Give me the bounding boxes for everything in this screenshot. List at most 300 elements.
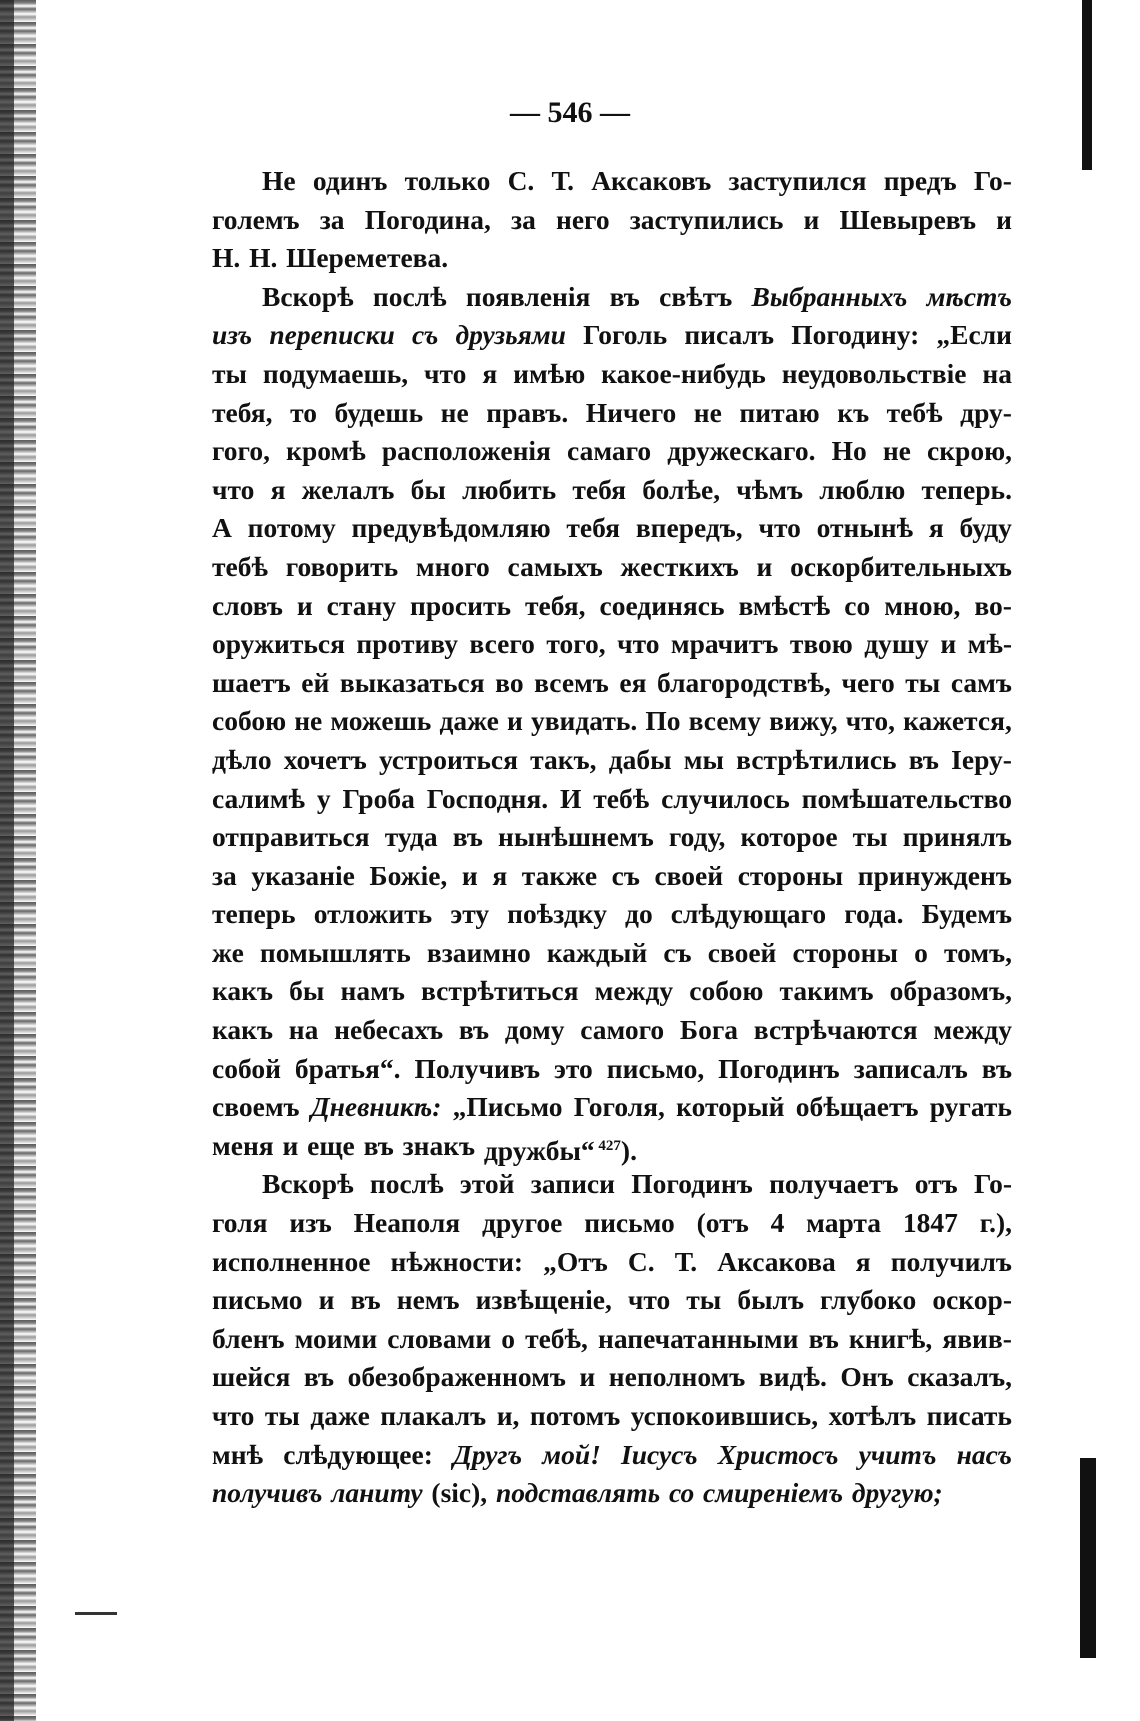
word: къ bbox=[837, 396, 870, 428]
word: голя bbox=[212, 1207, 268, 1239]
word: напечатанными bbox=[598, 1322, 799, 1354]
word: оскор- bbox=[932, 1284, 1012, 1316]
word: буду bbox=[959, 512, 1012, 544]
word: стороны bbox=[792, 936, 898, 968]
word: Гоголь bbox=[583, 319, 668, 351]
word: нѣжности: bbox=[390, 1245, 524, 1277]
word: такъ, bbox=[530, 743, 597, 775]
word: и bbox=[296, 589, 313, 621]
word: и bbox=[756, 550, 773, 582]
word: говорить bbox=[285, 550, 399, 582]
word: въ bbox=[609, 280, 640, 312]
word: писалъ bbox=[684, 319, 775, 351]
word: Бога bbox=[679, 1014, 739, 1046]
word: питаю bbox=[739, 396, 820, 428]
word: тебѣ, bbox=[525, 1322, 588, 1354]
text-line bbox=[212, 1204, 1012, 1243]
word: которое bbox=[740, 821, 838, 853]
paragraph bbox=[212, 162, 1012, 278]
word: дружбы“ $^{427}$). bbox=[483, 1135, 637, 1166]
word: правъ. bbox=[486, 396, 569, 428]
word: него bbox=[555, 203, 610, 235]
word: Ничего bbox=[585, 396, 677, 428]
word: братья“. bbox=[294, 1052, 401, 1084]
word: големъ bbox=[212, 203, 300, 235]
word: я bbox=[492, 859, 508, 891]
word: письмо, bbox=[606, 1052, 705, 1084]
text-line bbox=[212, 394, 1012, 433]
word: Выбранныхъ bbox=[751, 280, 908, 312]
word: Шереметева. bbox=[286, 242, 449, 274]
word: тебя, bbox=[524, 589, 586, 621]
word: за bbox=[511, 203, 536, 235]
word: между bbox=[933, 1014, 1012, 1046]
scan-binding-shadow bbox=[0, 0, 14, 1721]
word: взаимно bbox=[426, 936, 531, 968]
word: нынѣшнемъ bbox=[498, 821, 654, 853]
word: ея bbox=[619, 666, 647, 698]
word: образомъ, bbox=[889, 975, 1012, 1007]
word: ты bbox=[264, 1400, 300, 1431]
word: Т. bbox=[551, 165, 574, 196]
word: чѣмъ bbox=[736, 473, 804, 505]
word: и bbox=[506, 705, 523, 737]
word: въ bbox=[458, 1014, 490, 1046]
word: теперь bbox=[212, 898, 296, 930]
word: и bbox=[579, 1361, 596, 1393]
word: записи bbox=[530, 1168, 615, 1200]
word: послѣ bbox=[372, 280, 447, 312]
word: какое-нибудь bbox=[601, 357, 766, 389]
word: всего bbox=[469, 628, 535, 660]
word: ты bbox=[686, 1284, 722, 1316]
word: друзьями bbox=[455, 319, 566, 351]
word: своей bbox=[654, 859, 724, 891]
word: потомъ bbox=[529, 1400, 621, 1431]
word: я bbox=[482, 357, 498, 389]
word: тебя bbox=[572, 473, 627, 505]
text-line bbox=[212, 818, 1012, 857]
page-number: — 546 — bbox=[510, 96, 630, 129]
text-line bbox=[212, 934, 1012, 973]
word: „Если bbox=[936, 319, 1012, 351]
word: дружескаго. bbox=[667, 435, 816, 467]
word: много bbox=[415, 550, 490, 582]
word: даже bbox=[310, 1400, 370, 1431]
word: Но bbox=[831, 435, 867, 467]
word: тебѣ bbox=[212, 550, 268, 582]
word: этой bbox=[459, 1168, 515, 1200]
word: встрѣтиться bbox=[420, 975, 579, 1007]
word: указаніе bbox=[251, 859, 355, 891]
word: хочетъ bbox=[283, 743, 367, 775]
text-line bbox=[212, 316, 1012, 355]
word: писать bbox=[926, 1400, 1012, 1431]
text-line bbox=[212, 471, 1012, 510]
word: также bbox=[521, 859, 598, 891]
word: жесткихъ bbox=[620, 550, 739, 582]
word: противу bbox=[356, 628, 458, 660]
word: скрою, bbox=[927, 435, 1012, 467]
word: Іисусъ bbox=[621, 1438, 698, 1470]
word: отъ bbox=[914, 1168, 958, 1200]
word: получивъ bbox=[212, 1477, 323, 1509]
text-line bbox=[212, 1281, 1012, 1320]
word: вижу, bbox=[769, 705, 838, 737]
word: слѣдующее: bbox=[283, 1438, 433, 1470]
word: свѣтъ bbox=[659, 280, 733, 312]
word: г.), bbox=[979, 1207, 1012, 1239]
word: заступились bbox=[629, 203, 784, 235]
text-line bbox=[212, 162, 1012, 201]
word: послѣ bbox=[369, 1168, 444, 1200]
text-line bbox=[212, 278, 1012, 317]
word: такимъ bbox=[779, 975, 874, 1007]
word: моими bbox=[294, 1322, 378, 1354]
word: переписки bbox=[269, 319, 395, 351]
word: Го- bbox=[974, 1168, 1012, 1200]
word: стороны bbox=[737, 859, 844, 891]
word: Онъ bbox=[840, 1361, 894, 1393]
word: собою bbox=[212, 705, 287, 737]
word: года. bbox=[844, 898, 904, 930]
word: ей bbox=[301, 666, 330, 698]
word: неудовольствіе bbox=[781, 357, 967, 389]
word: стану bbox=[326, 589, 397, 621]
word: будешь bbox=[334, 396, 424, 428]
word: марта bbox=[806, 1207, 881, 1239]
word: не bbox=[693, 396, 722, 428]
word: видѣ. bbox=[758, 1361, 827, 1393]
text-line bbox=[212, 201, 1012, 240]
word: твою bbox=[789, 628, 853, 660]
word: поѣздку bbox=[507, 898, 607, 930]
word: Неаполя bbox=[353, 1207, 461, 1239]
word: я bbox=[270, 473, 286, 505]
word: во bbox=[495, 666, 524, 698]
word: ты bbox=[905, 666, 941, 698]
text-line bbox=[212, 780, 1012, 819]
word: со bbox=[844, 589, 871, 621]
word: былъ bbox=[737, 1284, 804, 1316]
word: Получивъ bbox=[414, 1052, 541, 1084]
word: заступился bbox=[728, 165, 867, 196]
word: за bbox=[212, 859, 237, 891]
word: устроиться bbox=[378, 743, 518, 775]
word: всему bbox=[688, 705, 762, 737]
word: до bbox=[625, 898, 653, 930]
word: дѣло bbox=[212, 743, 272, 775]
word: словъ bbox=[212, 589, 283, 621]
word: у bbox=[316, 782, 331, 814]
word: всемъ bbox=[534, 666, 609, 698]
word: можешь bbox=[330, 705, 432, 737]
word: отнынѣ bbox=[816, 512, 914, 544]
word: сказалъ, bbox=[907, 1361, 1012, 1393]
text-line bbox=[212, 1050, 1012, 1089]
word: тебѣ bbox=[886, 396, 943, 428]
word: Будемъ bbox=[921, 898, 1012, 930]
word: подставлять bbox=[495, 1477, 661, 1509]
word: обѣщаетъ bbox=[795, 1091, 919, 1123]
word: что bbox=[627, 1284, 671, 1316]
word: мною, bbox=[884, 589, 961, 621]
word: знакъ bbox=[402, 1129, 476, 1161]
word: Вскорѣ bbox=[262, 280, 354, 312]
word: И bbox=[559, 782, 582, 814]
word: „Письмо bbox=[452, 1091, 563, 1123]
word: и bbox=[282, 1129, 299, 1161]
word: Не bbox=[262, 165, 296, 196]
word: и, bbox=[496, 1400, 520, 1431]
word: болѣе, bbox=[642, 473, 721, 505]
text-line bbox=[212, 1165, 1012, 1204]
word: встрѣчаются bbox=[753, 1014, 918, 1046]
word: своемъ bbox=[212, 1091, 300, 1123]
word: По bbox=[645, 705, 681, 737]
word: туда bbox=[384, 821, 438, 853]
word: принялъ bbox=[902, 821, 1012, 853]
word: Т. bbox=[674, 1245, 698, 1277]
word: слѣдующаго bbox=[670, 898, 827, 930]
word: помышлять bbox=[259, 936, 411, 968]
word: о bbox=[914, 936, 928, 968]
word: Іеру- bbox=[951, 743, 1012, 775]
word: хотѣлъ bbox=[828, 1400, 917, 1431]
word: С. bbox=[507, 165, 535, 196]
word: оружиться bbox=[212, 628, 345, 660]
word: ты bbox=[212, 357, 247, 389]
text-line bbox=[212, 1474, 1012, 1513]
word: что bbox=[424, 357, 467, 389]
word: получилъ bbox=[890, 1245, 1012, 1277]
word: Гоголя, bbox=[573, 1091, 665, 1123]
word: „Отъ bbox=[543, 1245, 608, 1277]
word: Христосъ bbox=[717, 1438, 839, 1470]
word: благородствѣ, bbox=[657, 666, 831, 698]
word: чего bbox=[841, 666, 895, 698]
text-line bbox=[212, 857, 1012, 896]
word: и bbox=[940, 628, 957, 660]
word: дру- bbox=[960, 396, 1012, 428]
word: обезображенномъ bbox=[347, 1361, 566, 1393]
text-line bbox=[212, 548, 1012, 587]
word: Господня. bbox=[426, 782, 549, 814]
word: изъ bbox=[212, 319, 253, 351]
word: мой! bbox=[542, 1438, 601, 1470]
word: же bbox=[212, 936, 244, 968]
word: гого, bbox=[212, 435, 270, 467]
word: томъ, bbox=[943, 936, 1012, 968]
word: мы bbox=[683, 743, 724, 775]
text-line bbox=[212, 664, 1012, 703]
word: желалъ bbox=[301, 473, 395, 505]
text-line bbox=[212, 587, 1012, 626]
word: теперь. bbox=[921, 473, 1012, 505]
word: Дневникѣ: bbox=[310, 1091, 442, 1123]
text-line bbox=[212, 432, 1012, 471]
word: дабы bbox=[608, 743, 672, 775]
scan-edge-right-bottom bbox=[1080, 1458, 1096, 1658]
word: явив- bbox=[942, 1322, 1012, 1354]
paragraph bbox=[212, 1165, 1012, 1512]
word: письмо bbox=[212, 1284, 303, 1316]
word: своей bbox=[707, 936, 777, 968]
word: мнѣ bbox=[212, 1438, 264, 1470]
word: дому bbox=[504, 1014, 565, 1046]
scan-mark bbox=[75, 1612, 117, 1615]
word: Аксаковъ bbox=[591, 165, 712, 196]
word: неполномъ bbox=[608, 1361, 746, 1393]
word: тебѣ bbox=[593, 782, 650, 814]
paragraph bbox=[212, 278, 1012, 1166]
word: насъ bbox=[956, 1438, 1012, 1470]
word: съ bbox=[611, 859, 640, 891]
word: и bbox=[318, 1284, 335, 1316]
text-line bbox=[212, 1397, 1012, 1436]
word: бы bbox=[289, 975, 325, 1007]
word: не bbox=[882, 435, 911, 467]
word: то bbox=[290, 396, 317, 428]
word: письмо bbox=[584, 1207, 675, 1239]
word: не bbox=[440, 396, 469, 428]
text-line bbox=[212, 355, 1012, 394]
word: получаетъ bbox=[769, 1168, 899, 1200]
word: Вскорѣ bbox=[262, 1168, 354, 1200]
word: впередъ, bbox=[635, 512, 743, 544]
word: выказаться bbox=[339, 666, 485, 698]
word: Аксакова bbox=[717, 1245, 836, 1277]
word: имѣю bbox=[513, 357, 586, 389]
word: самого bbox=[580, 1014, 665, 1046]
word: въ bbox=[981, 1052, 1012, 1084]
word: Погодину: bbox=[791, 319, 920, 351]
word: въ bbox=[363, 1129, 394, 1161]
word: бы bbox=[410, 473, 446, 505]
text-line bbox=[212, 1127, 1012, 1166]
word: небесахъ bbox=[334, 1014, 444, 1046]
word: только bbox=[404, 165, 491, 196]
word: соединясь bbox=[599, 589, 725, 621]
word: я bbox=[855, 1245, 871, 1277]
scan-edge-right-top bbox=[1082, 0, 1092, 170]
word: въ bbox=[303, 1361, 335, 1393]
word: бленъ bbox=[212, 1322, 285, 1354]
word: это bbox=[554, 1052, 593, 1084]
word: того, bbox=[546, 628, 606, 660]
word: собой bbox=[212, 1052, 281, 1084]
word: потому bbox=[247, 512, 336, 544]
word: душу bbox=[864, 628, 929, 660]
word: съ bbox=[411, 319, 439, 351]
word: С. bbox=[627, 1245, 655, 1277]
word: случилось bbox=[661, 782, 790, 814]
text-line bbox=[212, 1320, 1012, 1359]
word: ты bbox=[852, 821, 888, 853]
word: самаго bbox=[567, 435, 652, 467]
word: появленія bbox=[465, 280, 591, 312]
word: что bbox=[617, 628, 660, 660]
word: въ bbox=[350, 1284, 381, 1316]
word: за bbox=[319, 203, 345, 235]
text-line bbox=[212, 1358, 1012, 1397]
word: Гроба bbox=[342, 782, 415, 814]
text-line bbox=[212, 895, 1012, 934]
word: мрачитъ bbox=[670, 628, 779, 660]
word: Го- bbox=[973, 165, 1012, 196]
text-line bbox=[212, 1436, 1012, 1475]
word: Погодина, bbox=[364, 203, 491, 235]
word: Погодинъ bbox=[718, 1052, 840, 1084]
word: на bbox=[288, 1014, 319, 1046]
word: меня bbox=[212, 1129, 274, 1161]
word: самыхъ bbox=[507, 550, 603, 582]
word: тебя bbox=[566, 512, 621, 544]
word: между bbox=[594, 975, 674, 1007]
text-line bbox=[212, 625, 1012, 664]
word: подумаешь, bbox=[262, 357, 409, 389]
word: расположенія bbox=[381, 435, 551, 467]
text-line bbox=[212, 1011, 1012, 1050]
word: Погодинъ bbox=[631, 1168, 753, 1200]
word: учитъ bbox=[858, 1438, 937, 1470]
word: въ bbox=[908, 743, 939, 775]
word: что bbox=[212, 473, 255, 505]
word: плакалъ bbox=[380, 1400, 487, 1431]
word: съ bbox=[663, 936, 692, 968]
word: принужденъ bbox=[857, 859, 1012, 891]
word: отправиться bbox=[212, 821, 370, 853]
word: другое bbox=[482, 1207, 563, 1239]
word: даже bbox=[439, 705, 499, 737]
word: предувѣдомляю bbox=[351, 512, 551, 544]
word: Другъ bbox=[453, 1438, 523, 1470]
word: предъ bbox=[883, 165, 957, 196]
word: записалъ bbox=[853, 1052, 968, 1084]
word: еще bbox=[307, 1129, 355, 1161]
word: помѣшательство bbox=[801, 782, 1012, 814]
word: изъ bbox=[289, 1207, 332, 1239]
word: вмѣстѣ bbox=[738, 589, 831, 621]
word: о bbox=[501, 1322, 515, 1354]
word: что bbox=[212, 1400, 255, 1431]
word: 4 bbox=[770, 1207, 785, 1239]
word: Н. bbox=[212, 242, 241, 274]
word: въ bbox=[808, 1322, 839, 1354]
word: мѣстъ bbox=[926, 280, 1012, 312]
word: Шевыревъ bbox=[839, 203, 976, 235]
word: каждый bbox=[546, 936, 648, 968]
word: (отъ bbox=[696, 1207, 749, 1239]
word: ругать bbox=[929, 1091, 1012, 1123]
word: году, bbox=[668, 821, 726, 853]
word: тебя, bbox=[212, 396, 273, 428]
word: книгѣ, bbox=[848, 1322, 933, 1354]
word: и bbox=[996, 203, 1012, 235]
text-line bbox=[212, 741, 1012, 780]
word: просить bbox=[410, 589, 512, 621]
word: и bbox=[461, 859, 478, 891]
word: шейся bbox=[212, 1361, 291, 1393]
word: что, bbox=[845, 705, 895, 737]
word: любить bbox=[462, 473, 557, 505]
word: я bbox=[928, 512, 944, 544]
word: намъ bbox=[340, 975, 405, 1007]
word: (sic), bbox=[431, 1477, 488, 1509]
word: салимѣ bbox=[212, 782, 306, 814]
word: который bbox=[676, 1091, 785, 1123]
word: и bbox=[803, 203, 820, 235]
